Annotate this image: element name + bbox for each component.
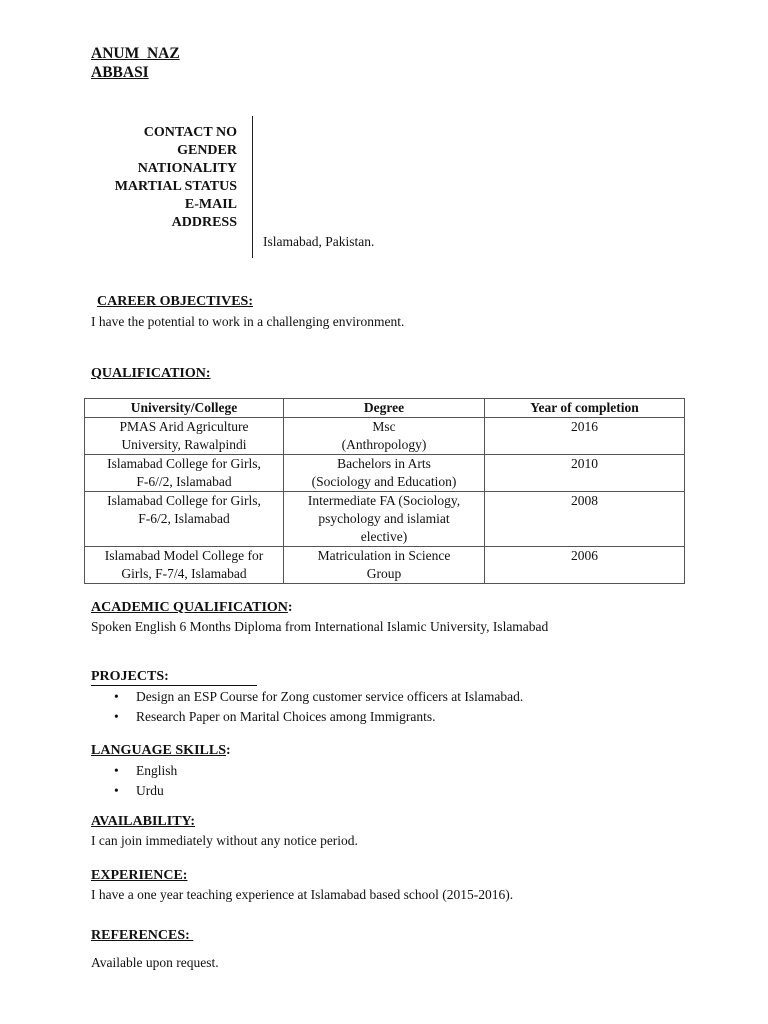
cell-line: Islamabad College for Girls, [107,456,261,471]
list-item-text: English [136,763,178,778]
resume-name [91,44,180,82]
table-row [85,455,685,492]
cell-year: 2010 [485,455,685,492]
table-row [85,492,685,547]
cell-degree [284,418,485,455]
bullet-icon: • [114,763,119,778]
cell-line: PMAS Arid Agriculture [119,419,249,434]
availability-text: I can join immediately without any notice period. [91,833,358,848]
column-header-degree: Degree [284,399,485,418]
academic-heading-text: ACADEMIC QUALIFICATION [91,600,288,615]
language-list [90,761,177,800]
cell-university [85,418,284,455]
contact-label-contact-no: CONTACT NO [143,125,237,140]
contact-label-marital-status: MARTIAL STATUS [114,179,237,194]
cell-degree [284,492,485,547]
availability-heading: AVAILABILITY: [91,814,196,829]
list-item-text: Design an ESP Course for Zong customer service officers at Islamabad. [136,689,524,704]
list-item-text: Urdu [136,782,164,798]
language-skills-heading [91,743,231,759]
cell-line: Bachelors in Arts [337,456,431,471]
address-value: Islamabad, Pakistan. [263,234,375,249]
experience-text: I have a one year teaching experience at Islamabad based school (2015-2016). [91,887,514,902]
bullet-icon: • [114,708,119,724]
contact-label-gender: GENDER [177,143,237,158]
contact-label-nationality: NATIONALITY [137,161,237,176]
table-header-row [85,399,685,418]
cell-year: 2006 [485,547,685,584]
references-text: Available upon request. [91,955,219,970]
name-second-line: ABBASI [91,64,149,81]
column-header-university: University/College [85,399,284,418]
list-item [90,781,177,801]
cell-line: Intermediate FA (Sociology, [307,493,461,508]
cell-university [85,455,284,492]
career-objectives-heading: CAREER OBJECTIVES: [97,294,253,309]
experience-heading: EXPERIENCE: [91,868,188,883]
list-item-text: Research Paper on Marital Choices among Immigrants. [136,708,436,724]
academic-heading-colon: : [287,600,293,615]
list-item [90,687,523,707]
cell-line: Islamabad College for Girls, [107,493,261,508]
cell-university [85,547,284,584]
contact-label-address: ADDRESS [171,215,237,230]
cell-line: Girls, F-7/4, Islamabad [121,566,247,581]
projects-list [90,687,523,726]
cell-line: (Anthropology) [341,437,427,452]
cell-line: Group [366,566,402,581]
cell-line: Matriculation in Science [317,548,451,563]
cell-degree [284,547,485,584]
references-heading: REFERENCES: [91,928,194,943]
cell-line: University, Rawalpindi [121,437,247,452]
bullet-icon: • [114,782,119,798]
bullet-icon: • [114,689,119,704]
cell-line: psychology and islamiat [318,511,450,526]
cell-year: 2008 [485,492,685,547]
academic-qualification-heading [91,600,293,616]
qualification-heading: QUALIFICATION: [91,366,211,381]
cell-line: (Sociology and Education) [311,474,457,489]
cell-line: F-6/2, Islamabad [138,511,230,526]
cell-year: 2016 [485,418,685,455]
table-row [85,418,685,455]
contact-labels [115,124,237,232]
list-item [90,761,177,781]
qualification-table [84,398,685,584]
cell-degree [284,455,485,492]
cell-line: Islamabad Model College for [104,548,264,563]
contact-label-email: E-MAIL [184,197,237,212]
cell-line: Msc [372,419,396,434]
academic-qualification-text: Spoken English 6 Months Diploma from International Islamic University, Islamabad [91,619,549,634]
name-first-line: ANUM NAZ [91,45,180,62]
cell-university [85,492,284,547]
column-header-year: Year of completion [485,399,685,418]
cell-line: F-6//2, Islamabad [136,474,232,489]
language-heading-text: LANGUAGE SKILLS [91,743,226,758]
projects-heading: PROJECTS: [91,669,257,686]
language-heading-colon: : [225,743,231,758]
list-item [90,707,523,727]
career-objectives-text: I have the potential to work in a challenging environment. [91,314,405,329]
table-row [85,547,685,584]
cell-line: elective) [360,529,408,544]
contact-divider [252,116,253,258]
